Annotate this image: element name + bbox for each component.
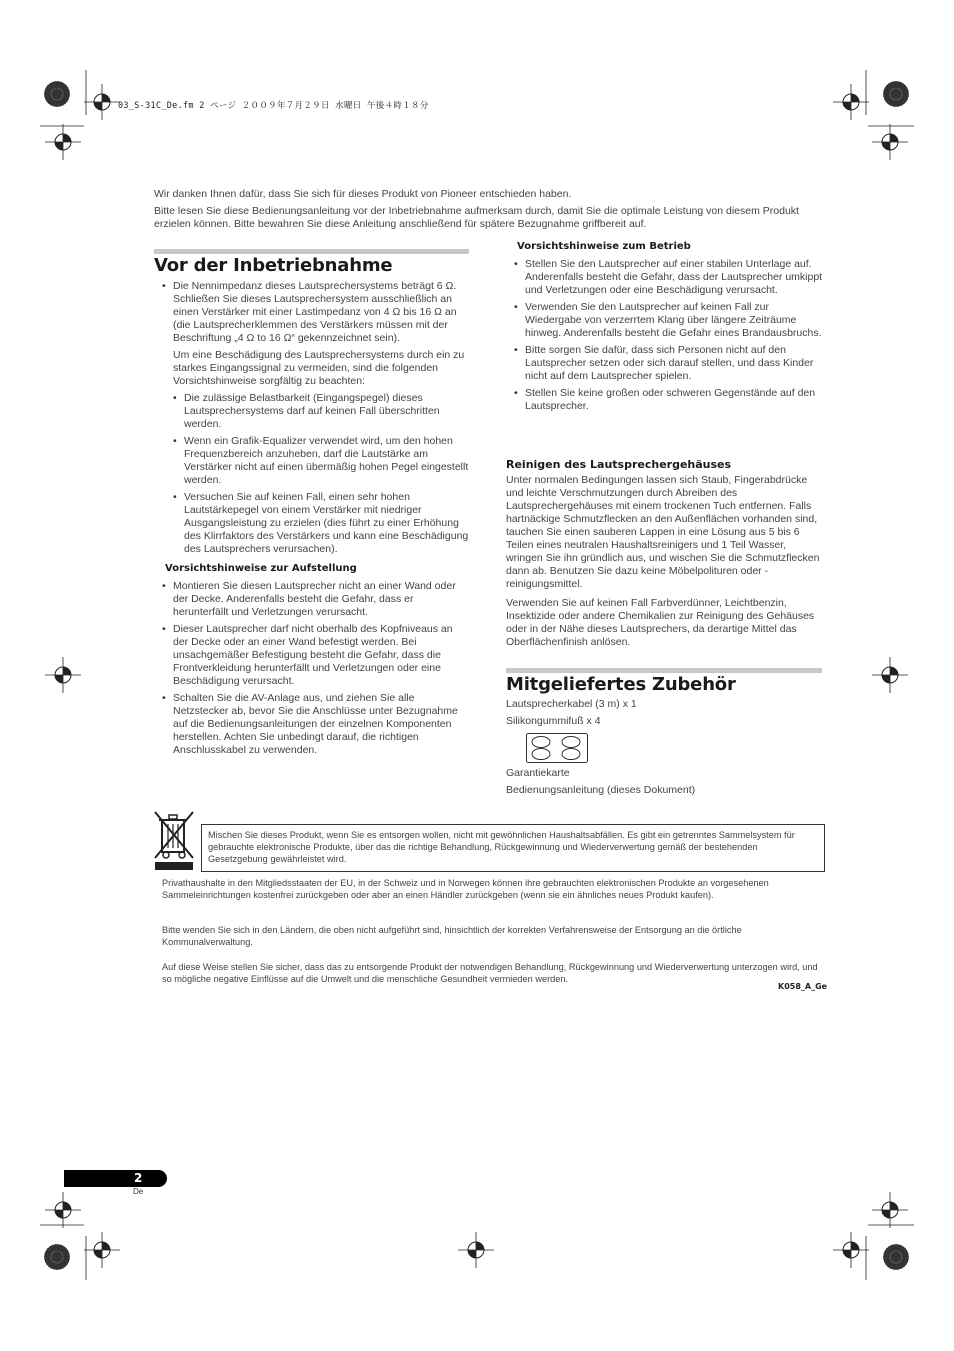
intro-line-2: Bitte lesen Sie diese Bedienungsanleitung vor der Inbetriebnahme aufmerksam durch, damit Sie die optimale Leistung von diesem Produkt erzielen können. Bitte bewahren Sie diese Anleitung anschließend für spätere Bezugnahme griffbereit auf.	[154, 205, 799, 230]
cleaning-content	[506, 474, 824, 653]
list-item: • Schalten Sie die AV-Anlage aus, und ziehen Sie alle Netzstecker ab, bevor Sie die Anschlüsse unter Bezugnahme auf die Bedienungsanleitungen der einzelnen Komponenten herstellen. Achten Sie unbedingt darauf, die richtigen Anschlusskabel zu verwenden.	[154, 692, 470, 757]
list-item: • Montieren Sie diesen Lautsprecher nicht an einer Wand oder der Decke. Anderenfalls besteht die Gefahr, dass er herunterfällt und Verletzungen verursacht.	[154, 580, 470, 619]
accessory-item: Lautsprecherkabel (3 m) x 1	[506, 698, 637, 710]
crossed-bin-icon	[153, 810, 195, 872]
list-item: • Wenn ein Grafik-Equalizer verwendet wird, um den hohen Frequenzbereich anzuheben, darf die Lautstärke am Verstärker nicht auf einen übermäßig hohen Pegel eingestellt werden.	[173, 435, 470, 487]
language-code: De	[133, 1187, 144, 1196]
file-header-line: 03_S-31C_De.fm 2 ページ ２００９年７月２９日 水曜日 午後４時１８分	[118, 101, 429, 111]
cleaning-paragraph-1: Unter normalen Bedingungen lassen sich Staub, Fingerabdrücke und leichte Verschmutzungen durch Abreiben des Lautsprechergehäuses mit einem trockenen Tuch entfernen. Falls hartnäckige Schmutzflecken an den Außenflächen vorhanden sind, tauchen Sie einen sauberen Lappen in eine Lösung aus 5 bis 6 Teilen eines neutralen Haushaltsreinigers und 1 Teil Wasser, wringen Sie ihn gründlich aus, und wischen Sie die Schmutzflecken dann ab. Benutzen Sie dazu keine Möbelpolituren oder -reinigungsmittel.	[506, 474, 820, 590]
list-item: • Versuchen Sie auf keinen Fall, einen sehr hohen Lautstärkepegel von einem Verstärker mit niedriger Ausgangsleistung zu erzielen (dies führt zu einer Erhöhung des Klirrfaktors des Verstärkers und kann eine Beschädigung des Lautsprechers verursachen).	[173, 491, 470, 556]
list-item: • Die zulässige Belastbarkeit (Eingangspegel) dieses Lautsprechersystems darf auf keinen Fall überschritten werden.	[173, 392, 470, 431]
rubber-feet-illustration	[526, 733, 588, 763]
accessory-item: Garantiekarte	[506, 767, 570, 779]
operation-list	[506, 258, 824, 417]
subheading-reinigen: Reinigen des Lautsprechergehäuses	[506, 458, 732, 471]
weee-paragraph-2: Bitte wenden Sie sich in den Ländern, die oben nicht aufgeführt sind, hinsichtlich der korrekten Verfahrensweise der Entsorgung an die örtliche Kommunalverwaltung.	[162, 925, 742, 947]
section-title-vor-der-inbetriebnahme: Vor der Inbetriebnahme	[154, 255, 393, 276]
weee-paragraph-3: Auf diese Weise stellen Sie sicher, dass das zu entsorgende Produkt der notwendigen Behandlung, Rückgewinnung und Wiederverwertung unterzogen wird, und so mögliche negative Einflüsse auf die Umwelt und die menschliche Gesundheit vermieden werden.	[162, 962, 818, 984]
section-rule	[506, 668, 822, 673]
caution-intro: Um eine Beschädigung des Lautsprechersystems durch ein zu starkes Eingangssignal zu vermeiden, sind die folgenden Vorsichtshinweise sorgfältig zu beachten:	[173, 349, 465, 387]
list-item: • Bitte sorgen Sie dafür, dass sich Personen nicht auf den Lautsprecher setzen oder sich darauf stellen, und dass Kinder nicht auf dem Lautsprecher spielen.	[506, 344, 824, 383]
document-code: K058_A_Ge	[778, 982, 828, 991]
accessory-item: Bedienungsanleitung (dieses Dokument)	[506, 784, 696, 796]
setup-list	[154, 580, 470, 761]
intro-line-1: Wir danken Ihnen dafür, dass Sie sich für dieses Produkt von Pioneer entschieden haben.	[154, 188, 572, 200]
page-number-tab	[64, 1170, 167, 1187]
cleaning-paragraph-2: Verwenden Sie auf keinen Fall Farbverdünner, Leichtbenzin, Insektizide oder andere Chemikalien zur Reinigung des Gehäuses oder in der Nähe dieses Lautsprechers, da derartige Mittel das Oberflächenfinish anlösen.	[506, 597, 815, 648]
disposal-notice-box	[201, 824, 825, 872]
list-item	[154, 280, 470, 556]
page-number: 2	[134, 1171, 143, 1185]
list-item: • Dieser Lautsprecher darf nicht oberhalb des Kopfniveaus an der Decke oder an einer Wand befestigt werden. Bei unsachgemäßer Befestigung besteht die Gefahr, dass die Frontverkleidung herunterfällt und Verletzungen oder eine Beschädigung verursacht.	[154, 623, 470, 688]
subheading-betrieb: Vorsichtshinweise zum Betrieb	[517, 241, 691, 252]
list-item: • Verwenden Sie den Lautsprecher auf keinen Fall zur Wiedergabe von verzerrtem Klang über längere Zeiträume hinweg. Anderenfalls besteht die Gefahr eines Brandausbruchs.	[506, 301, 824, 340]
disposal-notice-text: Mischen Sie dieses Produkt, wenn Sie es entsorgen wollen, nicht mit gewöhnlichen Haushaltsabfällen. Es gibt ein getrenntes Sammelsystem für gebrauchte elektronische Produkte, über das die richtige Behandlung, Rückgewinnung und Wiederverwertung gemäß der bestehenden Gesetzgebung gewährleistet wird.	[208, 830, 795, 864]
impedance-text: Die Nennimpedanz dieses Lautsprechersystems beträgt 6 Ω. Schließen Sie dieses Lautsprechersystem ausschließlich an einen Verstärker mit einer Lastimpedanz von 4 Ω bis 16 Ω an (die Lautsprecherklemmen des Verstärkers müssen mit der Beschriftung „4 Ω to 16 Ω“ gekennzeichnet sein).	[173, 280, 457, 344]
list-item: • Stellen Sie den Lautsprecher auf einer stabilen Unterlage auf. Anderenfalls besteht die Gefahr, dass der Lautsprecher umkippt und Verletzungen oder eine Beschädigung verursacht.	[506, 258, 824, 297]
list-item: • Stellen Sie keine großen oder schweren Gegenstände auf den Lautsprecher.	[506, 387, 824, 413]
section-title-zubehoer: Mitgeliefertes Zubehör	[506, 674, 736, 695]
subheading-aufstellung: Vorsichtshinweise zur Aufstellung	[165, 563, 357, 574]
weee-paragraph-1: Privathaushalte in den Mitgliedsstaaten der EU, in der Schweiz und in Norwegen können ihre gebrauchten elektronischen Produkte an vorgesehenen Sammeleinrichtungen kostenfrei zurückgeben oder aber an einen Händler zurückgeben (wenn sie ein ähnliches neues Produkt kaufen).	[162, 878, 769, 900]
accessory-item: Silikongummifuß x 4	[506, 715, 601, 727]
section-rule	[154, 249, 469, 254]
before-content	[154, 280, 470, 560]
